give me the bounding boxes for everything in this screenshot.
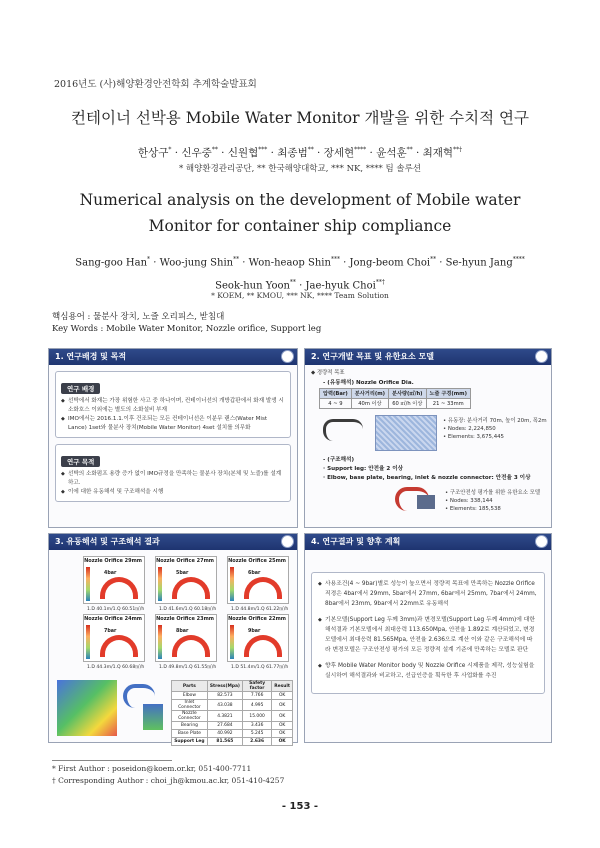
bullet: ◆ IMO에서는 2016.1.1.이후 건조되는 모든 컨테이너선은 이분무 랜스(Water Mist Lance) 1set와 물분사 장치(Mobile Water Monitor) 4set 설치를 의무화	[61, 415, 285, 433]
keywords-korean: 핵심용어 : 물분사 장치, 노즐 오리피스, 받침대	[52, 312, 225, 322]
panel-results	[48, 533, 298, 743]
flow-result-cell: Nozzle Orifice 22mm 9bar	[227, 614, 289, 662]
conclusion-box	[311, 572, 545, 694]
authors-korean: 한상구* · 신우중** · 신원협*** · 최종범** · 장세현**** · 윤석훈** · 최재혁**†	[137, 146, 463, 159]
stress-result-table: Parts Stress(Mpa) Safety factor Result Elbow 82.573 7.766 OK Inlet Connector 43.038 4.995 OK Nozzle Connector 4.3821 15.000 OK Bearing 27.684 3.436 OK Base Plate 40.992 5.245 OK Support Leg 81.565 2.636 OK	[171, 680, 293, 746]
flow-result-cell: Nozzle Orifice 23mm 8bar	[155, 614, 217, 662]
panel-goals-model	[304, 348, 552, 528]
struct-label: - (구조해석)	[323, 457, 354, 463]
flow-result-caption: 1.D 41.6m/1.Q 60.18㎥/h	[159, 607, 217, 612]
flow-result-cell: Nozzle Orifice 25mm 6bar	[227, 556, 289, 604]
flow-mesh-image	[375, 415, 437, 451]
goal-label: ◆ 경량적 목표	[311, 370, 345, 376]
conference-header: 2016년도 (사)해양환경안전학회 추계학술발표회	[54, 79, 257, 90]
keywords-english: Key Words : Mobile Water Monitor, Nozzle orifice, Support leg	[52, 324, 322, 334]
flow-notes: • 유동장: 분사거리 70m, 높이 20m, 폭2m • Nodes: 2,224,850 • Elements: 3,675,445	[443, 418, 547, 440]
subhead-background: 연구 배경	[61, 383, 100, 394]
panel-header: 1. 연구배경 및 목적	[49, 349, 297, 365]
support-label: · Support leg: 안전율 2 이상	[323, 466, 404, 472]
affiliation-english: * KOEM, ** KMOU, *** NK, **** Team Solution	[211, 291, 389, 300]
logo-icon	[281, 535, 294, 548]
footnote-first-author: * First Author : poseidon@koem.or.kr, 051-400-7711	[52, 764, 252, 773]
flow-result-caption: 1.D 51.4m/1.Q 61.77㎥/h	[231, 665, 289, 670]
bullet: ◆ 기본모델(Support Leg 두께 3mm)과 변경모델(Support Leg 두께 4mm)에 대한 해석결과 기본모델에서 최대응력 113.650Mpa, 안전율 1.892로 계산되었고, 변경모델에서 최대응력 81.565Mpa, 안전율 2.636으로 계산 이와 같은 구조해석에 따라 변경모델은 구조안전성 평가의 모든 정량적 설계 기준에 만족하는 모델로 판단	[318, 615, 538, 655]
panel-background	[48, 348, 298, 528]
purpose-box	[55, 444, 291, 502]
stress-leg-image	[143, 704, 163, 730]
bullet: ◆ 선박의 소화펌프 용량 증가 없이 IMO규정을 만족하는 물분사 장치(본체 및 노즐)를 설계하고.	[61, 470, 285, 488]
logo-icon	[535, 350, 548, 363]
panel-header: 3. 유동해석 및 구조해석 결과	[49, 534, 297, 550]
flow-result-caption: 1.D 40.1m/1.Q 60.51㎥/h	[87, 607, 145, 612]
bullet: ◆ 이에 대한 유동해석 및 구조해석을 시행	[61, 488, 285, 497]
struct-notes: • 구조안전성 평가를 위한 유한요소 모델 • Nodes: 338,144 • Elements: 185,538	[445, 490, 541, 512]
flow-label: - (유동해석) Nozzle Orifice Dia.	[323, 380, 414, 386]
base-model-image	[417, 495, 435, 509]
title-korean: 컨테이너 선박용 Mobile Water Monitor 개발을 위한 수치적 연구	[71, 109, 529, 127]
background-box	[55, 371, 291, 438]
stress-contour-image	[57, 680, 117, 736]
affiliation-korean: * 해양환경관리공단, ** 한국해양대학교, *** NK, **** 팀 솔루션	[178, 164, 422, 174]
flow-result-cell: Nozzle Orifice 27mm 5bar	[155, 556, 217, 604]
footnote-divider	[52, 760, 172, 761]
page-number: - 153 -	[281, 801, 319, 812]
panel-header: 4. 연구결과 및 향후 계획	[305, 534, 551, 550]
flow-result-cell: Nozzle Orifice 24mm 7bar	[83, 614, 145, 662]
footnote-corresponding: † Corresponding Author : choi_jh@kmou.ac.kr, 051-410-4257	[52, 776, 285, 785]
bullet: ◆ 사용조건(4 ~ 9bar)별로 성능이 높으면서 정량적 목표에 만족하는 Nozzle Orifice 직경은 4bar에서 29mm, 5bar에서 27mm, 6bar에서 25mm, 7bar에서 24mm, 8bar에서 23mm, 9bar에서 22mm로 유동해석	[318, 579, 538, 609]
flow-result-caption: 1.D 44.8m/1.Q 61.22㎥/h	[231, 607, 289, 612]
logo-icon	[281, 350, 294, 363]
panel-header: 2. 연구개발 목표 및 유한요소 모델	[305, 349, 551, 365]
flow-result-caption: 1.D 49.8m/1.Q 61.55㎥/h	[159, 665, 217, 670]
title-english: Numerical analysis on the development of Mobile water Monitor for container ship compliance	[79, 191, 521, 235]
spec-table: 압력(Bar) 분사거리(m) 분사량(㎥/h) 노즐 구경(mm) 4 ~ 9 40m 이상 60 ㎥/h 이상 21 ~ 33mm	[319, 388, 471, 409]
subhead-purpose: 연구 목적	[61, 456, 100, 467]
logo-icon	[535, 535, 548, 548]
panel-conclusion	[304, 533, 552, 743]
authors-english: Sang-goo Han* · Woo-jung Shin** · Won-heaop Shin*** · Jong-beom Choi** · Se-hyun Jang**** Seok-hun Yoon** · Jae-hyuk Choi**†	[75, 256, 525, 292]
flow-result-cell: Nozzle Orifice 29mm 4bar	[83, 556, 145, 604]
bullet: ◆ 선박에서 화재는 가장 위험한 사고 중 하나이며, 컨테이너선의 개방갑판에서 화재 발생 시 소화호스 이외에는 별도의 소화설비 부재	[61, 397, 285, 415]
elbow-label: · Elbow, base plate, bearing, inlet & nozzle connector: 안전율 3 이상	[323, 475, 531, 481]
bullet: ◆ 향후 Mobile Water Monitor body 및 Nozzle Orifice 시제품을 제작, 성능실험을 실시하여 해석결과와 비교하고, 선급인증을 획득한 후 사업화를 추진	[318, 661, 538, 681]
flow-result-caption: 1.D 44.3m/1.Q 60.68㎥/h	[87, 665, 145, 670]
monitor-model-image	[323, 419, 363, 441]
